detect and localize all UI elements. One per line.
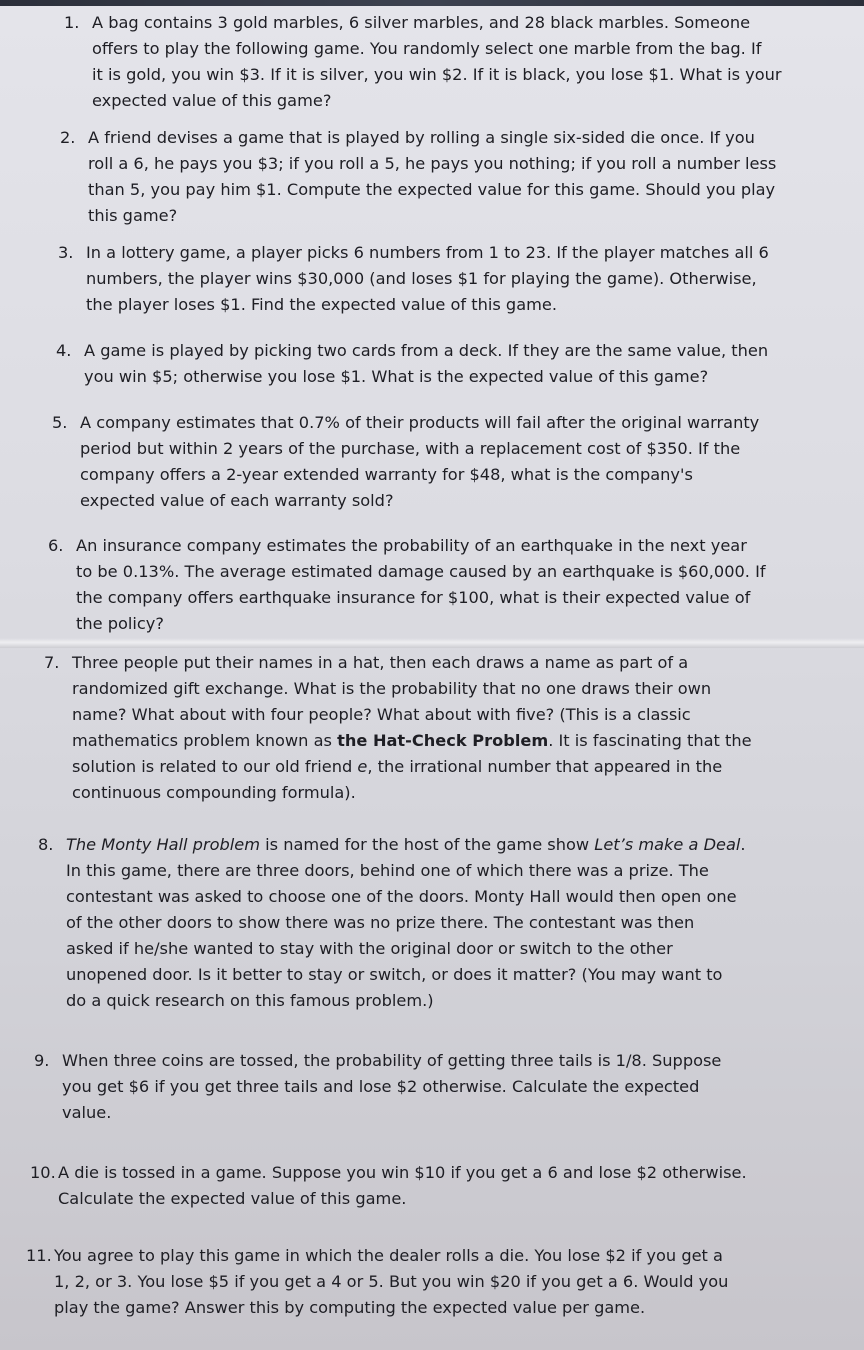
problem-line: A die is tossed in a game. Suppose you win $10 if you get a 6 and lose $2 otherwise. [58, 1163, 747, 1182]
problem-number: 9. [34, 1051, 50, 1070]
problem-number: 3. [58, 243, 74, 262]
problem-number: 2. [60, 128, 76, 147]
problem-5 [52, 410, 759, 514]
problem-line: randomized gift exchange. What is the probability that no one draws their own [72, 679, 712, 698]
problem-6 [48, 533, 766, 637]
problem-line: play the game? Answer this by computing the expected value per game. [54, 1298, 646, 1317]
problem-line: A bag contains 3 gold marbles, 6 silver marbles, and 28 black marbles. Someone [92, 13, 751, 32]
problem-number: 5. [52, 413, 68, 432]
problem-line: to be 0.13%. The average estimated damage caused by an earthquake is $60,000. If [76, 562, 766, 581]
problem-number: 11. [26, 1246, 52, 1265]
problem-line: contestant was asked to choose one of the doors. Monty Hall would then open one [66, 887, 737, 906]
problem-line: of the other doors to show there was no prize there. The contestant was then [66, 913, 695, 932]
problem-text [72, 650, 752, 806]
problem-4 [56, 338, 768, 390]
problem-line: asked if he/she wanted to stay with the original door or switch to the other [66, 939, 673, 958]
problem-line [72, 728, 752, 754]
problem-line: An insurance company estimates the probability of an earthquake in the next year [76, 536, 747, 555]
problem-line: Calculate the expected value of this game. [58, 1189, 407, 1208]
problem-line: the policy? [76, 614, 164, 633]
problem-line: numbers, the player wins $30,000 (and loses $1 for playing the game). Otherwise, [86, 269, 757, 288]
problem-line [66, 832, 746, 858]
text-run: . [740, 835, 746, 854]
problem-line: A friend devises a game that is played by rolling a single six-sided die once. If you [88, 128, 755, 147]
problem-text [58, 1160, 747, 1212]
problem-line: expected value of each warranty sold? [80, 491, 394, 510]
problem-line: company offers a 2-year extended warranty for $48, what is the company's [80, 465, 693, 484]
problem-text [92, 10, 782, 114]
paper-fold [0, 638, 864, 648]
problem-line: period but within 2 years of the purchase, with a replacement cost of $350. If the [80, 439, 741, 458]
problem-line: the player loses $1. Find the expected value of this game. [86, 295, 558, 314]
problem-line: do a quick research on this famous problem.) [66, 991, 434, 1010]
problem-text [88, 125, 776, 229]
page-top-edge [0, 0, 864, 6]
problem-number: 4. [56, 341, 72, 360]
text-run: solution is related to our old friend [72, 757, 358, 776]
problem-line: In this game, there are three doors, behind one of which there was a prize. The [66, 861, 709, 880]
problem-line: you win $5; otherwise you lose $1. What is the expected value of this game? [84, 367, 709, 386]
problem-number: 7. [44, 653, 60, 672]
problem-number: 6. [48, 536, 64, 555]
problem-8 [38, 832, 746, 1014]
problem-text [66, 832, 746, 1014]
problem-text [54, 1243, 728, 1321]
problem-number: 8. [38, 835, 54, 854]
problem-3 [58, 240, 769, 318]
monty-hall-title: The Monty Hall problem [66, 835, 261, 854]
problem-line: roll a 6, he pays you $3; if you roll a 5, he pays you nothing; if you roll a number less [88, 154, 777, 173]
problem-text [80, 410, 759, 514]
problem-line: You agree to play this game in which the dealer rolls a die. You lose $2 if you get a [54, 1246, 723, 1265]
problem-line: In a lottery game, a player picks 6 numbers from 1 to 23. If the player matches all 6 [86, 243, 769, 262]
problem-text [84, 338, 768, 390]
problem-line: Three people put their names in a hat, then each draws a name as part of a [72, 653, 689, 672]
text-run: , the irrational number that appeared in the [367, 757, 723, 776]
problem-line: the company offers earthquake insurance for $100, what is their expected value of [76, 588, 751, 607]
problem-7 [44, 650, 752, 806]
problem-line: you get $6 if you get three tails and lose $2 otherwise. Calculate the expected [62, 1077, 700, 1096]
problem-10 [30, 1160, 747, 1212]
hat-check-term: the Hat-Check Problem [337, 731, 549, 750]
problem-line: name? What about with four people? What about with five? (This is a classic [72, 705, 691, 724]
problem-line: this game? [88, 206, 178, 225]
problem-9 [34, 1048, 721, 1126]
problem-text [76, 533, 766, 637]
problem-text [86, 240, 769, 318]
problem-line: value. [62, 1103, 112, 1122]
problem-line: When three coins are tossed, the probability of getting three tails is 1/8. Suppose [62, 1051, 722, 1070]
problem-line [72, 754, 752, 780]
problem-line: unopened door. Is it better to stay or switch, or does it matter? (You may want to [66, 965, 723, 984]
problem-number: 1. [64, 13, 80, 32]
problem-1 [64, 10, 782, 114]
problem-line: offers to play the following game. You randomly select one marble from the bag. If [92, 39, 762, 58]
text-run: is named for the host of the game show [260, 835, 595, 854]
text-run: mathematics problem known as [72, 731, 338, 750]
problem-line: continuous compounding formula). [72, 783, 356, 802]
problem-2 [60, 125, 776, 229]
problem-number: 10. [30, 1163, 56, 1182]
show-title: Let’s make a Deal [594, 835, 741, 854]
problem-line: expected value of this game? [92, 91, 332, 110]
problem-11 [26, 1243, 728, 1321]
problem-text [62, 1048, 721, 1126]
problem-line: 1, 2, or 3. You lose $5 if you get a 4 or 5. But you win $20 if you get a 6. Would you [54, 1272, 729, 1291]
problem-line: it is gold, you win $3. If it is silver, you win $2. If it is black, you lose $1. What is your [92, 65, 782, 84]
problem-line: A company estimates that 0.7% of their products will fail after the original warranty [80, 413, 760, 432]
problem-line: A game is played by picking two cards from a deck. If they are the same value, then [84, 341, 769, 360]
text-run: . It is fascinating that the [548, 731, 752, 750]
euler-e: e [357, 757, 368, 776]
problem-line: than 5, you pay him $1. Compute the expected value for this game. Should you play [88, 180, 776, 199]
